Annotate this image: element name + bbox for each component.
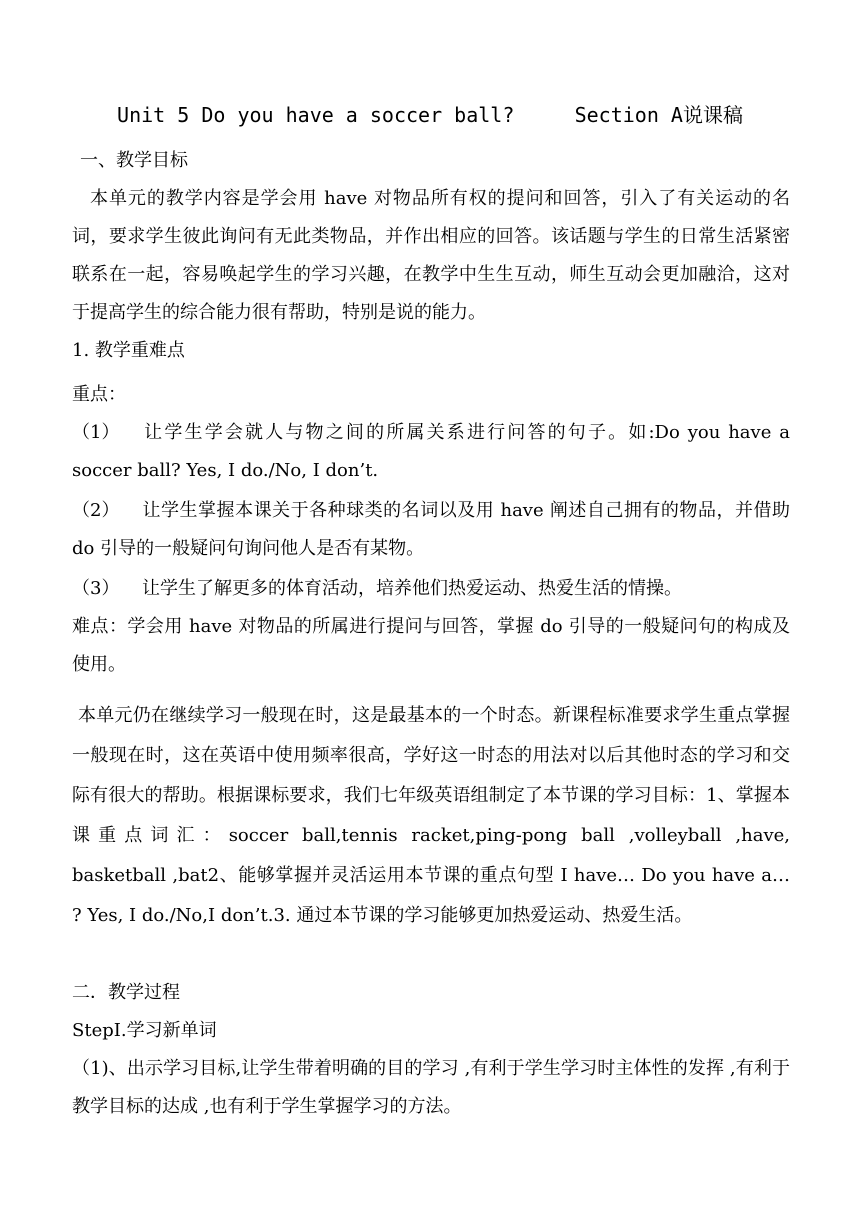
paragraph-objectives-detail: 本单元仍在继续学习一般现在时，这是最基本的一个时态。新课程标准要求学生重点掌握一般现在时，这在英语中使用频率很高，学好这一时态的用法对以后其他时态的学习和交际有很大的帮助。根据课标要求，我们七年级英语组制定了本节课的学习目标：1、掌握本课重点词汇：soccer ball,tennis racket,ping-pong ball ,volleyball ,have, basketball ,bat2、能够掌握并灵活运用本节课的重点句型 I have… Do you have a… ? Yes, I do./No,I don’t.3. 通过本节课的学习能够更加热爱运动、热爱生活。 bbox=[72, 705, 790, 926]
step-heading: StepI.学习新单词 bbox=[72, 1020, 217, 1041]
key-points-label: 重点： bbox=[72, 384, 126, 405]
paragraph-step1: （1)、出示学习目标,让学生带着明确的目的学习 ,有利于学生学习时主体性的发挥 ,有利于教学目标的达成 ,也有利于学生掌握学习的方法。 bbox=[72, 1058, 790, 1117]
list-item bbox=[72, 414, 790, 490]
list-item bbox=[72, 492, 790, 568]
paragraph-intro: 本单元的教学内容是学会用 have 对物品所有权的提问和回答，引入了有关运动的名词，要求学生彼此询问有无此类物品，并作出相应的回答。该话题与学生的日常生活紧密联系在一起，容易唤起学生的学习兴趣，在教学中生生互动，师生互动会更加融洽，这对于提高学生的综合能力很有帮助，特别是说的能力。 bbox=[72, 188, 790, 323]
title-cjk: 说课稿 bbox=[682, 103, 743, 127]
list-item-number: （1） bbox=[72, 422, 120, 443]
list-item-text: 让学生掌握本课关于各种球类的名词以及用 have 阐述自己拥有的物品，并借助 do 引导的一般疑问句询问他人是否有某物。 bbox=[72, 500, 790, 559]
list-item bbox=[72, 570, 790, 608]
list-item-text: 让学生学会就人与物之间的所属关系进行问答的句子。如:Do you have a soccer ball? Yes, I do./No, I don’t. bbox=[72, 422, 790, 481]
document-title bbox=[0, 98, 860, 132]
list-item-number: （3） bbox=[72, 578, 120, 599]
section-heading-objectives: 一、教学目标 bbox=[80, 150, 188, 171]
list-item-number: （2） bbox=[72, 500, 120, 521]
list-item-text: 让学生了解更多的体育活动，培养他们热爱运动、热爱生活的情操。 bbox=[142, 578, 682, 599]
title-latin: Unit 5 Do you have a soccer ball? Section A bbox=[117, 103, 683, 127]
section-heading-process: 二．教学过程 bbox=[72, 982, 180, 1003]
paragraph-difficulty: 难点：学会用 have 对物品的所属进行提问与回答，掌握 do 引导的一般疑问句的构成及使用。 bbox=[72, 616, 790, 675]
subheading-key-difficult: 1. 教学重难点 bbox=[72, 340, 185, 361]
